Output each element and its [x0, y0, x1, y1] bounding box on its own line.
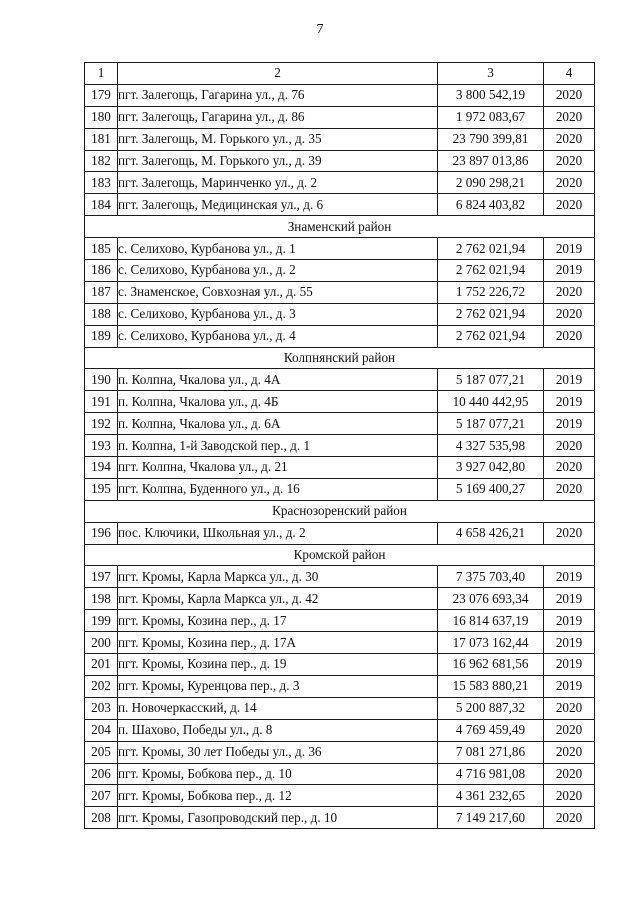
table-row [85, 763, 595, 785]
district-name: Кромской район [85, 544, 595, 566]
address-cell: п. Колпна, Чкалова ул., д. 6А [118, 413, 438, 435]
year-cell: 2019 [544, 391, 595, 413]
address-cell: пгт. Кромы, Газопроводский пер., д. 10 [118, 807, 438, 829]
table-row [85, 435, 595, 457]
row-number-cell: 192 [85, 413, 118, 435]
table-row [85, 719, 595, 741]
cost-cell: 23 076 693,34 [438, 588, 544, 610]
address-cell: пгт. Кромы, Куренцова пер., д. 3 [118, 675, 438, 697]
header-cell-col-1: 1 [85, 63, 118, 85]
cost-cell: 4 361 232,65 [438, 785, 544, 807]
year-cell: 2020 [544, 281, 595, 303]
year-cell: 2019 [544, 260, 595, 282]
table-row [85, 413, 595, 435]
address-cell: с. Селихово, Курбанова ул., д. 2 [118, 260, 438, 282]
cost-cell: 4 716 981,08 [438, 763, 544, 785]
header-cell-col-2: 2 [118, 63, 438, 85]
year-cell: 2019 [544, 654, 595, 676]
address-cell: пос. Ключики, Школьная ул., д. 2 [118, 522, 438, 544]
table-row [85, 566, 595, 588]
year-cell: 2019 [544, 369, 595, 391]
year-cell: 2020 [544, 128, 595, 150]
row-number-cell: 207 [85, 785, 118, 807]
year-cell: 2019 [544, 632, 595, 654]
row-number-cell: 206 [85, 763, 118, 785]
row-number-cell: 189 [85, 325, 118, 347]
address-cell: пгт. Кромы, Бобкова пер., д. 10 [118, 763, 438, 785]
row-number-cell: 200 [85, 632, 118, 654]
table-row [85, 281, 595, 303]
cost-cell: 23 790 399,81 [438, 128, 544, 150]
address-cell: пгт. Кромы, Карла Маркса ул., д. 30 [118, 566, 438, 588]
district-heading-row [85, 500, 595, 522]
address-cell: с. Селихово, Курбанова ул., д. 1 [118, 238, 438, 260]
year-cell: 2020 [544, 303, 595, 325]
address-cell: пгт. Колпна, Чкалова ул., д. 21 [118, 457, 438, 479]
year-cell: 2020 [544, 719, 595, 741]
row-number-cell: 185 [85, 238, 118, 260]
row-number-cell: 205 [85, 741, 118, 763]
address-cell: пгт. Кромы, Бобкова пер., д. 12 [118, 785, 438, 807]
year-cell: 2019 [544, 238, 595, 260]
table-row [85, 106, 595, 128]
cost-cell: 3 800 542,19 [438, 84, 544, 106]
row-number-cell: 201 [85, 654, 118, 676]
table-row [85, 238, 595, 260]
table-row [85, 697, 595, 719]
row-number-cell: 204 [85, 719, 118, 741]
table-row [85, 654, 595, 676]
table-body [85, 63, 595, 829]
cost-cell: 5 200 887,32 [438, 697, 544, 719]
district-name: Краснозоренский район [85, 500, 595, 522]
address-cell: пгт. Залегощь, Медицинская ул., д. 6 [118, 194, 438, 216]
address-cell: п. Колпна, Чкалова ул., д. 4Б [118, 391, 438, 413]
row-number-cell: 183 [85, 172, 118, 194]
year-cell: 2020 [544, 785, 595, 807]
row-number-cell: 184 [85, 194, 118, 216]
address-cell: п. Шахово, Победы ул., д. 8 [118, 719, 438, 741]
table-row [85, 741, 595, 763]
district-heading-row [85, 544, 595, 566]
row-number-cell: 181 [85, 128, 118, 150]
cost-cell: 5 187 077,21 [438, 369, 544, 391]
cost-cell: 10 440 442,95 [438, 391, 544, 413]
cost-cell: 3 927 042,80 [438, 457, 544, 479]
year-cell: 2020 [544, 807, 595, 829]
table-row [85, 610, 595, 632]
table-row [85, 785, 595, 807]
year-cell: 2020 [544, 106, 595, 128]
cost-cell: 5 187 077,21 [438, 413, 544, 435]
year-cell: 2020 [544, 325, 595, 347]
year-cell: 2020 [544, 172, 595, 194]
table-row [85, 172, 595, 194]
district-name: Колпнянский район [85, 347, 595, 369]
row-number-cell: 188 [85, 303, 118, 325]
table-row [85, 391, 595, 413]
year-cell: 2020 [544, 150, 595, 172]
year-cell: 2020 [544, 435, 595, 457]
year-cell: 2019 [544, 588, 595, 610]
year-cell: 2020 [544, 697, 595, 719]
cost-cell: 4 327 535,98 [438, 435, 544, 457]
row-number-cell: 198 [85, 588, 118, 610]
row-number-cell: 179 [85, 84, 118, 106]
table-row [85, 588, 595, 610]
district-heading-row [85, 216, 595, 238]
table-row [85, 194, 595, 216]
cost-cell: 2 762 021,94 [438, 260, 544, 282]
row-number-cell: 195 [85, 478, 118, 500]
address-cell: п. Колпна, Чкалова ул., д. 4А [118, 369, 438, 391]
year-cell: 2020 [544, 194, 595, 216]
row-number-cell: 194 [85, 457, 118, 479]
address-cell: пгт. Залегощь, Гагарина ул., д. 76 [118, 84, 438, 106]
year-cell: 2019 [544, 413, 595, 435]
row-number-cell: 180 [85, 106, 118, 128]
year-cell: 2020 [544, 84, 595, 106]
row-number-cell: 197 [85, 566, 118, 588]
address-cell: с. Селихово, Курбанова ул., д. 3 [118, 303, 438, 325]
cost-cell: 15 583 880,21 [438, 675, 544, 697]
year-cell: 2020 [544, 478, 595, 500]
year-cell: 2019 [544, 566, 595, 588]
housing-registry-table [84, 62, 595, 829]
district-name: Знаменский район [85, 216, 595, 238]
page-number: 7 [316, 22, 324, 37]
address-cell: пгт. Залегощь, Гагарина ул., д. 86 [118, 106, 438, 128]
cost-cell: 7 149 217,60 [438, 807, 544, 829]
address-cell: пгт. Кромы, Козина пер., д. 17 [118, 610, 438, 632]
column-number-header-row [85, 63, 595, 85]
row-number-cell: 191 [85, 391, 118, 413]
address-cell: пгт. Залегощь, Маринченко ул., д. 2 [118, 172, 438, 194]
row-number-cell: 202 [85, 675, 118, 697]
cost-cell: 16 814 637,19 [438, 610, 544, 632]
year-cell: 2020 [544, 741, 595, 763]
row-number-cell: 186 [85, 260, 118, 282]
address-cell: пгт. Кромы, Козина пер., д. 17А [118, 632, 438, 654]
address-cell: с. Знаменское, Совхозная ул., д. 55 [118, 281, 438, 303]
cost-cell: 23 897 013,86 [438, 150, 544, 172]
cost-cell: 6 824 403,82 [438, 194, 544, 216]
address-cell: п. Новочеркасский, д. 14 [118, 697, 438, 719]
cost-cell: 16 962 681,56 [438, 654, 544, 676]
year-cell: 2020 [544, 763, 595, 785]
table-row [85, 675, 595, 697]
table-row [85, 128, 595, 150]
row-number-cell: 187 [85, 281, 118, 303]
cost-cell: 5 169 400,27 [438, 478, 544, 500]
year-cell: 2019 [544, 610, 595, 632]
table-row [85, 303, 595, 325]
address-cell: пгт. Кромы, 30 лет Победы ул., д. 36 [118, 741, 438, 763]
year-cell: 2020 [544, 457, 595, 479]
cost-cell: 4 658 426,21 [438, 522, 544, 544]
cost-cell: 2 090 298,21 [438, 172, 544, 194]
table-row [85, 478, 595, 500]
address-cell: с. Селихово, Курбанова ул., д. 4 [118, 325, 438, 347]
table-row [85, 632, 595, 654]
table-row [85, 84, 595, 106]
header-cell-col-4: 4 [544, 63, 595, 85]
cost-cell: 17 073 162,44 [438, 632, 544, 654]
cost-cell: 2 762 021,94 [438, 238, 544, 260]
table-row [85, 457, 595, 479]
cost-cell: 1 752 226,72 [438, 281, 544, 303]
table-row [85, 522, 595, 544]
row-number-cell: 196 [85, 522, 118, 544]
row-number-cell: 203 [85, 697, 118, 719]
table-row [85, 369, 595, 391]
cost-cell: 7 081 271,86 [438, 741, 544, 763]
table-row [85, 807, 595, 829]
cost-cell: 7 375 703,40 [438, 566, 544, 588]
row-number-cell: 199 [85, 610, 118, 632]
row-number-cell: 182 [85, 150, 118, 172]
year-cell: 2020 [544, 522, 595, 544]
district-heading-row [85, 347, 595, 369]
year-cell: 2019 [544, 675, 595, 697]
address-cell: пгт. Колпна, Буденного ул., д. 16 [118, 478, 438, 500]
address-cell: пгт. Кромы, Карла Маркса ул., д. 42 [118, 588, 438, 610]
table-row [85, 150, 595, 172]
row-number-cell: 208 [85, 807, 118, 829]
cost-cell: 2 762 021,94 [438, 303, 544, 325]
address-cell: пгт. Залегощь, М. Горького ул., д. 39 [118, 150, 438, 172]
address-cell: пгт. Кромы, Козина пер., д. 19 [118, 654, 438, 676]
address-cell: п. Колпна, 1-й Заводской пер., д. 1 [118, 435, 438, 457]
cost-cell: 2 762 021,94 [438, 325, 544, 347]
cost-cell: 4 769 459,49 [438, 719, 544, 741]
header-cell-col-3: 3 [438, 63, 544, 85]
row-number-cell: 190 [85, 369, 118, 391]
table-row [85, 260, 595, 282]
cost-cell: 1 972 083,67 [438, 106, 544, 128]
row-number-cell: 193 [85, 435, 118, 457]
table-row [85, 325, 595, 347]
address-cell: пгт. Залегощь, М. Горького ул., д. 35 [118, 128, 438, 150]
